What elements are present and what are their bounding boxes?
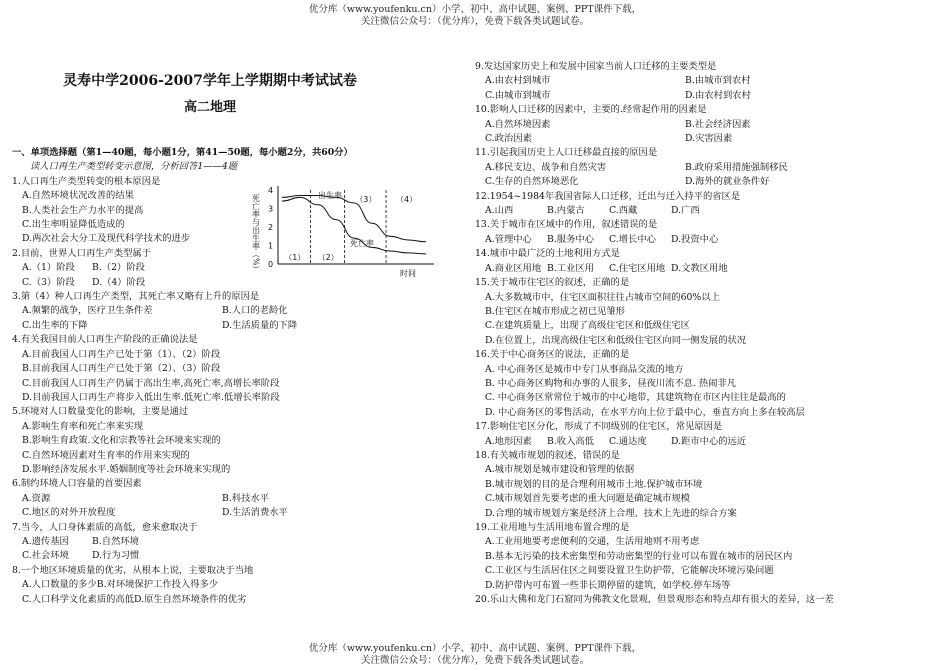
answer-option: C.增长中心 bbox=[609, 233, 656, 245]
answer-option: C.地区的对外开放程度 bbox=[22, 507, 116, 519]
stage-label: （2） bbox=[317, 253, 339, 262]
answer-option: B.自然环境 bbox=[92, 535, 139, 547]
answer-option: A.商业区用地 bbox=[485, 262, 542, 274]
answer-option: B.影响生育政策.文化和宗教等社会环境来实现的 bbox=[22, 435, 221, 447]
x-axis-label: 时间 bbox=[400, 269, 416, 278]
answer-option: D.影响经济发展水平.婚姻制度等社会环境来实现的 bbox=[22, 463, 231, 475]
answer-option: D.目前我国人口再生产将步入低出生率.低死亡率.低增长率阶段 bbox=[22, 391, 280, 403]
answer-option-row bbox=[12, 535, 472, 549]
answer-option: D.（4）阶段 bbox=[92, 276, 146, 288]
answer-option: D.生活消费水平 bbox=[222, 507, 288, 519]
question-stem: 16.关于中心商务区的说法，正确的是 bbox=[475, 349, 630, 361]
answer-option: A.频繁的战争，医疗卫生条件差 bbox=[22, 305, 153, 317]
answer-option: B.（2）阶段 bbox=[92, 262, 145, 274]
answer-option: B. 中心商务区购物和办事的人很多，昼夜川流不息. 热闹非凡 bbox=[485, 377, 737, 389]
question-stem: 13.关于城市在区域中的作用，叙述错误的是 bbox=[475, 219, 658, 231]
y-axis-label: 死亡率与出生率（%） bbox=[251, 194, 261, 274]
question-stem: 18.有关城市规划的叙述，错误的是 bbox=[475, 449, 620, 461]
question-stem: 1.人口再生产类型转变的根本原因是 bbox=[12, 175, 161, 187]
header-line-2: 关注微信公众号：（优分库），免费下载各类试题试卷。 bbox=[360, 16, 589, 27]
answer-option-row bbox=[12, 304, 472, 318]
answer-option-row bbox=[475, 132, 945, 146]
question-stem: 8.一个地区环境质量的优劣，从根本上说，主要取决于当地 bbox=[12, 564, 254, 576]
answer-option: C.工业区与生活居住区之间要设置卫生防护带，它能解决环境污染问题 bbox=[485, 565, 774, 577]
answer-option: D.广西 bbox=[671, 205, 700, 217]
answer-option: C.出生率的下降 bbox=[22, 319, 88, 331]
answer-option-row bbox=[12, 578, 472, 592]
answer-option: B.基本无污染的技术密集型和劳动密集型的行业可以布置在城市的居民区内 bbox=[485, 550, 793, 562]
answer-option: B.政府采用措施强制移民 bbox=[685, 161, 788, 173]
page-footer bbox=[0, 643, 950, 667]
header-line-1: 优分库（www.youfenku.cn）小学、初中、高中试题、案例、PPT课件下载， bbox=[308, 4, 642, 15]
answer-option: A.资源 bbox=[22, 492, 51, 504]
series-label-death-rate: 死亡率 bbox=[350, 239, 374, 248]
answer-option: D.由农村到农村 bbox=[685, 89, 751, 101]
y-tick-label: 4 bbox=[268, 186, 274, 195]
answer-option: B.收入高低 bbox=[547, 435, 594, 447]
answer-option-row bbox=[475, 204, 945, 218]
answer-option-row bbox=[475, 118, 945, 132]
answer-option-row bbox=[12, 593, 472, 607]
footer-line-1: 优分库（www.youfenku.cn）小学、初中、高中试题、案例、PPT课件下载， bbox=[308, 643, 642, 654]
question-stem: 2.目前，世界人口再生产类型属于 bbox=[12, 247, 152, 259]
question-stem: 4.有关我国目前人口再生产阶段的正确说法是 bbox=[12, 334, 198, 346]
answer-option: B.社会经济因素 bbox=[685, 118, 751, 130]
answer-option: A.遗传基因 bbox=[22, 535, 69, 547]
answer-option: A.人口数量的多少 bbox=[22, 579, 97, 591]
answer-option: C.城市规划首先要考虑的重大问题是确定城市规模 bbox=[485, 493, 690, 505]
answer-option: A.自然环境因素 bbox=[485, 118, 551, 130]
answer-option: A.大多数城市中，住宅区面积往往占城市空间的60%以上 bbox=[485, 291, 720, 303]
y-tick-label: 0 bbox=[268, 260, 274, 269]
stage-label: （3） bbox=[355, 195, 377, 204]
series-label-birth-rate: 出生率 bbox=[318, 191, 342, 200]
answer-option: C.自然环境因素对生育率的作用来实现的 bbox=[22, 449, 190, 461]
right-question-list bbox=[475, 60, 945, 607]
question-stem: 6.制约环境人口容量的首要因素 bbox=[12, 478, 142, 490]
answer-option: B.人类社会生产力水平的提高 bbox=[22, 204, 144, 216]
question-stem: 9.发达国家历史上和发展中国家当前人口迁移的主要类型是 bbox=[475, 61, 717, 72]
answer-option: D.在位置上，出现高级住宅区和低级住宅区向同一侧发展的状况 bbox=[485, 334, 747, 346]
answer-option: D.文教区用地 bbox=[671, 262, 728, 274]
question-stem: 10.影响人口迁移的因素中，主要的.经常起作用的因素是 bbox=[475, 104, 707, 116]
answer-option: B.由城市到农村 bbox=[685, 75, 751, 87]
answer-option: D.投资中心 bbox=[671, 233, 719, 245]
answer-option: C.西藏 bbox=[609, 205, 638, 217]
section-heading: 一、单项选择题（第1—40题，每小题1分，第41—50题，每小题2分，共60分） bbox=[12, 147, 353, 158]
stage-label: （1） bbox=[284, 253, 306, 262]
question-stem: 11.引起我国历史上人口迁移最直接的原因是 bbox=[475, 147, 658, 159]
question-stem: 3.第（4）种人口再生产类型，其死亡率又略有上升的原因是 bbox=[12, 291, 260, 303]
answer-option-row bbox=[12, 506, 472, 520]
answer-option: C.通达度 bbox=[609, 435, 647, 447]
answer-option: C.在建筑质量上，出现了高级住宅区和低级住宅区 bbox=[485, 320, 690, 332]
question-stem: 14.城市中最广泛的土地利用方式是 bbox=[475, 248, 620, 260]
answer-option: D.生活质量的下降 bbox=[222, 319, 298, 331]
footer-line-2: 关注微信公众号：（优分库），免费下载各类试题试卷。 bbox=[360, 655, 589, 666]
answer-option: C.社会环境 bbox=[22, 550, 69, 562]
question-stem: 19.工业用地与生活用地布置合理的是 bbox=[475, 522, 630, 533]
answer-option: C.生存的自然环境恶化 bbox=[485, 176, 579, 188]
question-stem: 17.影响住宅区分化，形成了不同级别的住宅区，常见原因是 bbox=[475, 421, 723, 433]
y-tick-label: 1 bbox=[268, 241, 274, 251]
answer-option: C.由城市到城市 bbox=[485, 89, 551, 101]
answer-option: D.距市中心的远近 bbox=[671, 435, 747, 447]
answer-option: C.出生率明显降低造成的 bbox=[22, 219, 125, 231]
question-stem: 7.当今，人口身体素质的高低，愈来愈取决于 bbox=[12, 521, 198, 533]
answer-option: A.目前我国人口再生产已处于第（1）、（2）阶段 bbox=[22, 348, 221, 360]
answer-option: A.移民支边、战争和自然灾害 bbox=[485, 161, 607, 173]
answer-option: C.政治因素 bbox=[485, 133, 532, 145]
answer-option-row bbox=[12, 492, 472, 506]
answer-option: B.城市规划的目的是合理利用城市土地.保护城市环境 bbox=[485, 478, 703, 490]
answer-option: B.服务中心 bbox=[547, 233, 594, 245]
answer-option-row bbox=[475, 262, 945, 276]
answer-option: C.人口科学文化素质的高低 bbox=[22, 593, 135, 605]
answer-option-row bbox=[475, 233, 945, 247]
answer-option: D.灾害因素 bbox=[685, 133, 733, 145]
page-header bbox=[0, 4, 950, 28]
answer-option: C.住宅区用地 bbox=[609, 262, 666, 274]
answer-option: A. 中心商务区是城市中专门从事商品交流的地方 bbox=[485, 363, 684, 375]
answer-option: B.人口的老龄化 bbox=[222, 305, 288, 317]
answer-option: A.工业用地要考虑便利的交通，生活用地则不用考虑 bbox=[485, 536, 700, 548]
answer-option: D.行为习惯 bbox=[92, 550, 140, 562]
answer-option: A.（1）阶段 bbox=[22, 262, 75, 274]
answer-option-row bbox=[12, 549, 472, 563]
instruction: 读人口再生产类型转变示意图，分析回答1——4题 bbox=[30, 161, 238, 173]
answer-option: A.城市规划是城市建设和管理的依据 bbox=[485, 464, 635, 476]
answer-option: A.山西 bbox=[485, 205, 514, 217]
answer-option: D.防护带内可布置一些非长期停留的建筑，如学校.停车场等 bbox=[485, 579, 731, 591]
chart-svg bbox=[250, 184, 440, 279]
answer-option: A.影响生育率和死亡率来实现 bbox=[22, 420, 144, 432]
answer-option: B.目前我国人口再生产已处于第（2）、（3）阶段 bbox=[22, 363, 221, 375]
answer-option: B.工业区用 bbox=[547, 262, 594, 274]
answer-option: B.对环境保护工作投入得多少 bbox=[96, 579, 219, 591]
answer-option-row bbox=[475, 89, 945, 103]
question-stem: 15.关于城市住宅区的叙述，正确的是 bbox=[475, 277, 630, 289]
answer-option: C.目前我国人口再生产仍属于高出生率,高死亡率,高增长率阶段 bbox=[22, 377, 280, 389]
question-stem: 5.环境对人口数量变化的影响，主要是通过 bbox=[12, 406, 189, 418]
answer-option: D.两次社会大分工及现代科学技术的进步 bbox=[22, 233, 191, 245]
exam-subtitle: 高二地理 bbox=[183, 100, 236, 115]
population-chart bbox=[250, 184, 440, 279]
exam-title: 灵寿中学2006-2007学年上学期期中考试试卷 bbox=[63, 73, 357, 89]
answer-option: A.管理中心 bbox=[485, 233, 532, 245]
stage-label: （4） bbox=[396, 195, 418, 204]
answer-option: D.原生自然环境条件的优劣 bbox=[134, 593, 247, 605]
question-stem: 12.1954~1984年我国省际人口迁移，迁出与迁入持平的省区是 bbox=[475, 190, 741, 202]
answer-option: A.由农村到城市 bbox=[485, 75, 551, 87]
answer-option: D.海外的就业条件好 bbox=[685, 176, 770, 188]
y-tick-label: 3 bbox=[268, 204, 274, 214]
question-stem: 20.乐山大佛和龙门石窟同为佛教文化景观，但景观形态和特点却有很大的差异，这一差 bbox=[475, 594, 834, 606]
answer-option: B.住宅区在城市形成之初已见雏形 bbox=[485, 305, 625, 317]
answer-option-row bbox=[475, 435, 945, 449]
answer-option-row bbox=[475, 175, 945, 189]
answer-option-row bbox=[475, 161, 945, 175]
answer-option: A.地形因素 bbox=[485, 435, 532, 447]
answer-option: A.自然环境状况改善的结果 bbox=[22, 190, 134, 202]
answer-option: B.内蒙古 bbox=[547, 205, 585, 217]
answer-option: D. 中心商务区的零售活动，在水平方向上位于最中心，垂直方向上多在较高层 bbox=[485, 406, 805, 418]
right-column bbox=[475, 60, 945, 607]
answer-option-row bbox=[475, 74, 945, 88]
answer-option: B.科技水平 bbox=[222, 492, 269, 504]
answer-option: D.合理的城市规划方案是经济上合理、技术上先进的综合方案 bbox=[485, 507, 737, 519]
answer-option: C.（3）阶段 bbox=[22, 276, 75, 288]
answer-option-row bbox=[12, 319, 472, 333]
answer-option: C. 中心商务区常常位于城市的中心地带，其建筑物在市区内往往是最高的 bbox=[485, 392, 786, 404]
y-tick-label: 2 bbox=[268, 223, 274, 232]
